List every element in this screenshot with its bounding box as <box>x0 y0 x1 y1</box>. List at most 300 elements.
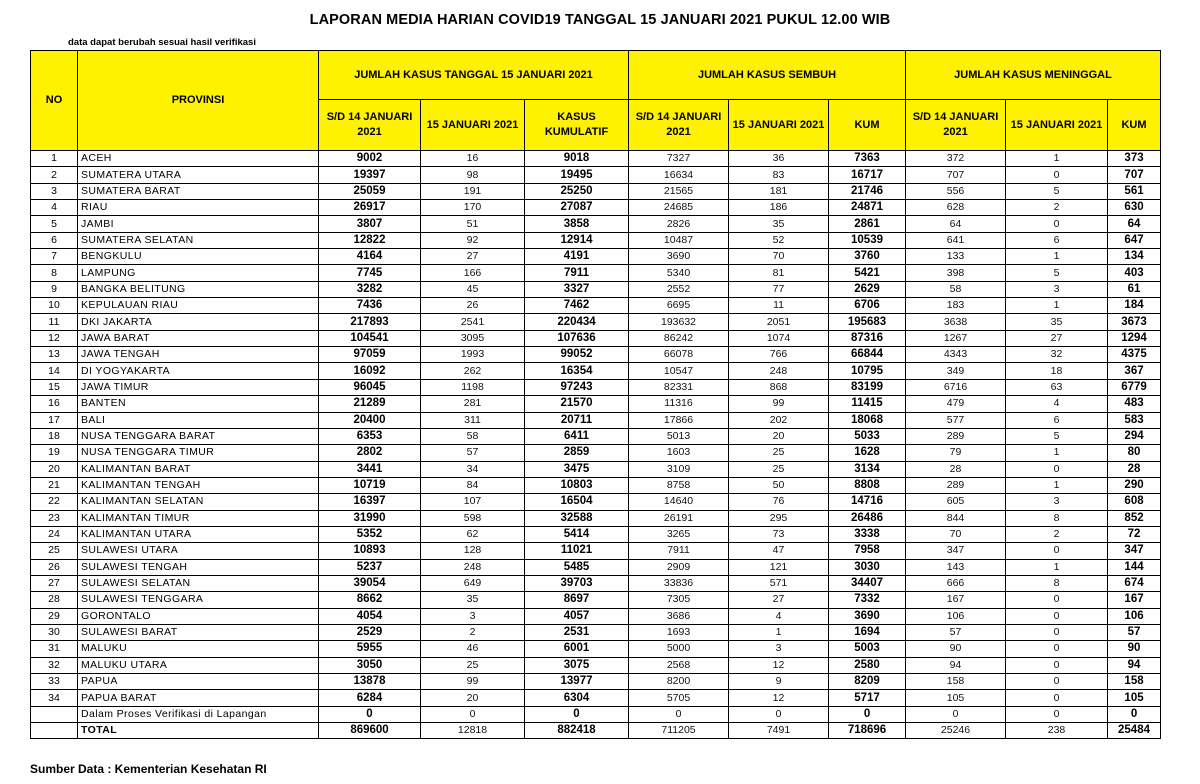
cell-provinsi: KALIMANTAN UTARA <box>78 526 319 542</box>
cell-meninggal-sd14: 641 <box>906 232 1006 248</box>
cell-sembuh-kum: 2861 <box>829 216 906 232</box>
total-sembuh-kum: 718696 <box>829 723 906 739</box>
cell-kasus-15jan: 166 <box>421 265 525 281</box>
cell-meninggal-sd14: 106 <box>906 608 1006 624</box>
cell-meninggal-15jan: 0 <box>1006 543 1108 559</box>
cell-sembuh-kum: 8209 <box>829 674 906 690</box>
cell-sembuh-sd14: 2909 <box>629 559 729 575</box>
cell-meninggal-15jan: 63 <box>1006 379 1108 395</box>
subheader-7: 15 JANUARI 2021 <box>1006 100 1108 151</box>
cell-meninggal-15jan: 2 <box>1006 200 1108 216</box>
cell-meninggal-kum: 105 <box>1108 690 1161 706</box>
cell-kasus-sd14: 3282 <box>319 281 421 297</box>
cell-kasus-kumulatif: 5414 <box>525 526 629 542</box>
cell-kasus-sd14: 6284 <box>319 690 421 706</box>
cell-kasus-kumulatif: 97243 <box>525 379 629 395</box>
cell-sembuh-kum: 7363 <box>829 151 906 167</box>
cell-kasus-kumulatif: 3475 <box>525 461 629 477</box>
cell-kasus-sd14: 10893 <box>319 543 421 559</box>
header-provinsi: PROVINSI <box>78 51 319 151</box>
cell-no: 26 <box>31 559 78 575</box>
cell-kasus-15jan: 35 <box>421 592 525 608</box>
table-row <box>31 428 1161 444</box>
cell-sembuh-sd14: 17866 <box>629 412 729 428</box>
cell-meninggal-kum: 608 <box>1108 494 1161 510</box>
cell-kasus-kumulatif: 6304 <box>525 690 629 706</box>
cell-meninggal-kum: 367 <box>1108 363 1161 379</box>
cell-sembuh-kum: 5421 <box>829 265 906 281</box>
total-sembuh-sd14: 711205 <box>629 723 729 739</box>
cell-kasus-sd14: 5955 <box>319 641 421 657</box>
cell-sembuh-15jan: 3 <box>729 641 829 657</box>
cell-kasus-15jan: 128 <box>421 543 525 559</box>
cell-meninggal-kum: 61 <box>1108 281 1161 297</box>
cell-sembuh-15jan: 77 <box>729 281 829 297</box>
cell-no: 23 <box>31 510 78 526</box>
table-row <box>31 674 1161 690</box>
cell-meninggal-sd14: 79 <box>906 445 1006 461</box>
cell-sembuh-15jan: 766 <box>729 347 829 363</box>
cell-provinsi: BANTEN <box>78 396 319 412</box>
subheader-1: 15 JANUARI 2021 <box>421 100 525 151</box>
cell-kasus-kumulatif: 107636 <box>525 330 629 346</box>
cell-kasus-kumulatif: 99052 <box>525 347 629 363</box>
cell-no: 28 <box>31 592 78 608</box>
cell-meninggal-kum: 707 <box>1108 167 1161 183</box>
cell-meninggal-kum: 106 <box>1108 608 1161 624</box>
cell-kasus-sd14: 2802 <box>319 445 421 461</box>
cell-no: 18 <box>31 428 78 444</box>
cell-meninggal-sd14: 556 <box>906 183 1006 199</box>
cell-sembuh-sd14: 33836 <box>629 575 729 591</box>
cell-kasus-sd14: 104541 <box>319 330 421 346</box>
cell-sembuh-15jan: 12 <box>729 657 829 673</box>
cell-kasus-kumulatif: 25250 <box>525 183 629 199</box>
cell-provinsi: SULAWESI SELATAN <box>78 575 319 591</box>
cell-meninggal-15jan: 35 <box>1006 314 1108 330</box>
cell-provinsi: Dalam Proses Verifikasi di Lapangan <box>78 706 319 722</box>
cell-sembuh-sd14: 82331 <box>629 379 729 395</box>
cell-no: 19 <box>31 445 78 461</box>
cell-kasus-kumulatif: 5485 <box>525 559 629 575</box>
cell-sembuh-sd14: 26191 <box>629 510 729 526</box>
cell-sembuh-15jan: 121 <box>729 559 829 575</box>
cell-no: 1 <box>31 151 78 167</box>
table-row <box>31 657 1161 673</box>
cell-sembuh-kum: 10539 <box>829 232 906 248</box>
table-row <box>31 265 1161 281</box>
cell-kasus-sd14: 13878 <box>319 674 421 690</box>
cell-sembuh-15jan: 47 <box>729 543 829 559</box>
cell-kasus-15jan: 62 <box>421 526 525 542</box>
cell-meninggal-15jan: 0 <box>1006 641 1108 657</box>
cell-sembuh-sd14: 86242 <box>629 330 729 346</box>
cell-sembuh-15jan: 2051 <box>729 314 829 330</box>
table-row <box>31 200 1161 216</box>
cell-kasus-15jan: 26 <box>421 298 525 314</box>
cell-meninggal-kum: 0 <box>1108 706 1161 722</box>
cell-provinsi: KALIMANTAN BARAT <box>78 461 319 477</box>
total-kasus-kumulatif: 882418 <box>525 723 629 739</box>
cell-kasus-15jan: 2541 <box>421 314 525 330</box>
cell-meninggal-sd14: 289 <box>906 477 1006 493</box>
cell-sembuh-15jan: 202 <box>729 412 829 428</box>
cell-meninggal-kum: 674 <box>1108 575 1161 591</box>
cell-kasus-sd14: 16397 <box>319 494 421 510</box>
cell-sembuh-sd14: 1603 <box>629 445 729 461</box>
cell-sembuh-15jan: 76 <box>729 494 829 510</box>
cell-provinsi: MALUKU <box>78 641 319 657</box>
cell-no: 14 <box>31 363 78 379</box>
cell-sembuh-sd14: 5705 <box>629 690 729 706</box>
cell-kasus-15jan: 92 <box>421 232 525 248</box>
cell-meninggal-15jan: 4 <box>1006 396 1108 412</box>
cell-meninggal-15jan: 32 <box>1006 347 1108 363</box>
cell-kasus-15jan: 27 <box>421 249 525 265</box>
cell-provinsi: GORONTALO <box>78 608 319 624</box>
cell-meninggal-kum: 852 <box>1108 510 1161 526</box>
cell-meninggal-kum: 28 <box>1108 461 1161 477</box>
cell-sembuh-kum: 14716 <box>829 494 906 510</box>
cell-sembuh-kum: 21746 <box>829 183 906 199</box>
cell-sembuh-kum: 5003 <box>829 641 906 657</box>
cell-sembuh-kum: 18068 <box>829 412 906 428</box>
total-meninggal-kum: 25484 <box>1108 723 1161 739</box>
cell-sembuh-sd14: 10487 <box>629 232 729 248</box>
cell-sembuh-kum: 1694 <box>829 624 906 640</box>
cell-sembuh-sd14: 16634 <box>629 167 729 183</box>
cell-sembuh-kum: 0 <box>829 706 906 722</box>
cell-kasus-sd14: 4054 <box>319 608 421 624</box>
cell-sembuh-sd14: 1693 <box>629 624 729 640</box>
table-row <box>31 412 1161 428</box>
table-row <box>31 232 1161 248</box>
cell-sembuh-15jan: 9 <box>729 674 829 690</box>
cell-meninggal-sd14: 289 <box>906 428 1006 444</box>
cell-meninggal-sd14: 167 <box>906 592 1006 608</box>
cell-sembuh-15jan: 35 <box>729 216 829 232</box>
cell-kasus-15jan: 1993 <box>421 347 525 363</box>
cell-meninggal-15jan: 6 <box>1006 232 1108 248</box>
cell-sembuh-15jan: 12 <box>729 690 829 706</box>
cell-sembuh-kum: 10795 <box>829 363 906 379</box>
cell-meninggal-kum: 290 <box>1108 477 1161 493</box>
cell-meninggal-kum: 1294 <box>1108 330 1161 346</box>
cell-meninggal-kum: 158 <box>1108 674 1161 690</box>
header-group-kasus: JUMLAH KASUS TANGGAL 15 JANUARI 2021 <box>319 51 629 100</box>
cell-sembuh-sd14: 8200 <box>629 674 729 690</box>
cell-kasus-sd14: 7745 <box>319 265 421 281</box>
cell-kasus-kumulatif: 6411 <box>525 428 629 444</box>
cell-sembuh-kum: 3338 <box>829 526 906 542</box>
cell-sembuh-kum: 11415 <box>829 396 906 412</box>
cell-sembuh-15jan: 0 <box>729 706 829 722</box>
cell-meninggal-kum: 64 <box>1108 216 1161 232</box>
cell-meninggal-kum: 184 <box>1108 298 1161 314</box>
header-group-meninggal: JUMLAH KASUS MENINGGAL <box>906 51 1161 100</box>
table-row <box>31 167 1161 183</box>
cell-meninggal-kum: 80 <box>1108 445 1161 461</box>
table-row <box>31 216 1161 232</box>
cell-kasus-15jan: 170 <box>421 200 525 216</box>
cell-provinsi: SULAWESI TENGGARA <box>78 592 319 608</box>
cell-sembuh-15jan: 73 <box>729 526 829 542</box>
cell-no: 5 <box>31 216 78 232</box>
cell-kasus-15jan: 262 <box>421 363 525 379</box>
cell-sembuh-sd14: 193632 <box>629 314 729 330</box>
subheader-3: S/D 14 JANUARI 2021 <box>629 100 729 151</box>
table-row <box>31 151 1161 167</box>
cell-kasus-sd14: 8662 <box>319 592 421 608</box>
cell-sembuh-sd14: 5000 <box>629 641 729 657</box>
cell-provinsi: SUMATERA BARAT <box>78 183 319 199</box>
cell-sembuh-15jan: 295 <box>729 510 829 526</box>
subheader-2: KASUS KUMULATIF <box>525 100 629 151</box>
cell-meninggal-kum: 6779 <box>1108 379 1161 395</box>
cell-meninggal-kum: 167 <box>1108 592 1161 608</box>
cell-no: 11 <box>31 314 78 330</box>
cell-meninggal-kum: 347 <box>1108 543 1161 559</box>
cell-no: 12 <box>31 330 78 346</box>
cell-meninggal-kum: 134 <box>1108 249 1161 265</box>
cell-meninggal-15jan: 3 <box>1006 281 1108 297</box>
cell-kasus-sd14: 39054 <box>319 575 421 591</box>
cell-meninggal-sd14: 57 <box>906 624 1006 640</box>
cell-no: 30 <box>31 624 78 640</box>
cell-meninggal-kum: 561 <box>1108 183 1161 199</box>
cell-meninggal-15jan: 0 <box>1006 592 1108 608</box>
cell-meninggal-15jan: 6 <box>1006 412 1108 428</box>
cell-provinsi: JAMBI <box>78 216 319 232</box>
cell-provinsi: SULAWESI BARAT <box>78 624 319 640</box>
cell-no: 24 <box>31 526 78 542</box>
header-group-sembuh: JUMLAH KASUS SEMBUH <box>629 51 906 100</box>
cell-sembuh-sd14: 7327 <box>629 151 729 167</box>
cell-meninggal-15jan: 0 <box>1006 624 1108 640</box>
table-row <box>31 330 1161 346</box>
cell-sembuh-kum: 83199 <box>829 379 906 395</box>
cell-meninggal-kum: 57 <box>1108 624 1161 640</box>
cell-sembuh-sd14: 24685 <box>629 200 729 216</box>
cell-meninggal-kum: 647 <box>1108 232 1161 248</box>
cell-meninggal-sd14: 28 <box>906 461 1006 477</box>
cell-meninggal-sd14: 158 <box>906 674 1006 690</box>
table-row <box>31 592 1161 608</box>
cell-sembuh-15jan: 81 <box>729 265 829 281</box>
cell-meninggal-15jan: 3 <box>1006 494 1108 510</box>
cell-kasus-kumulatif: 4191 <box>525 249 629 265</box>
cell-provinsi: LAMPUNG <box>78 265 319 281</box>
cell-sembuh-15jan: 248 <box>729 363 829 379</box>
cell-no: 21 <box>31 477 78 493</box>
cell-sembuh-15jan: 25 <box>729 445 829 461</box>
cell-no: 16 <box>31 396 78 412</box>
cell-provinsi: BANGKA BELITUNG <box>78 281 319 297</box>
table-row <box>31 575 1161 591</box>
cell-sembuh-15jan: 181 <box>729 183 829 199</box>
cell-kasus-kumulatif: 3327 <box>525 281 629 297</box>
cell-meninggal-sd14: 349 <box>906 363 1006 379</box>
cell-sembuh-15jan: 186 <box>729 200 829 216</box>
cell-kasus-sd14: 4164 <box>319 249 421 265</box>
cell-kasus-15jan: 25 <box>421 657 525 673</box>
cell-meninggal-kum: 94 <box>1108 657 1161 673</box>
cell-meninggal-15jan: 0 <box>1006 706 1108 722</box>
cell-sembuh-sd14: 8758 <box>629 477 729 493</box>
cell-meninggal-sd14: 94 <box>906 657 1006 673</box>
cell-provinsi: NUSA TENGGARA BARAT <box>78 428 319 444</box>
cell-sembuh-sd14: 6695 <box>629 298 729 314</box>
cell-provinsi: KEPULAUAN RIAU <box>78 298 319 314</box>
cell-no: 20 <box>31 461 78 477</box>
cell-sembuh-kum: 2629 <box>829 281 906 297</box>
cell-meninggal-sd14: 183 <box>906 298 1006 314</box>
total-meninggal-sd14: 25246 <box>906 723 1006 739</box>
cell-sembuh-kum: 2580 <box>829 657 906 673</box>
cell-meninggal-15jan: 5 <box>1006 265 1108 281</box>
cell-kasus-sd14: 16092 <box>319 363 421 379</box>
cell-meninggal-sd14: 707 <box>906 167 1006 183</box>
cell-kasus-sd14: 3441 <box>319 461 421 477</box>
cell-sembuh-kum: 7958 <box>829 543 906 559</box>
cell-no: 25 <box>31 543 78 559</box>
cell-meninggal-15jan: 8 <box>1006 575 1108 591</box>
cell-sembuh-sd14: 7911 <box>629 543 729 559</box>
cell-meninggal-15jan: 5 <box>1006 428 1108 444</box>
subheader-4: 15 JANUARI 2021 <box>729 100 829 151</box>
cell-kasus-15jan: 2 <box>421 624 525 640</box>
cell-kasus-15jan: 0 <box>421 706 525 722</box>
cell-sembuh-kum: 3134 <box>829 461 906 477</box>
report-title: LAPORAN MEDIA HARIAN COVID19 TANGGAL 15 JANUARI 2021 PUKUL 12.00 WIB <box>309 12 891 28</box>
table-row <box>31 526 1161 542</box>
cell-meninggal-sd14: 3638 <box>906 314 1006 330</box>
cell-kasus-kumulatif: 2859 <box>525 445 629 461</box>
table-row <box>31 706 1161 722</box>
cell-meninggal-sd14: 58 <box>906 281 1006 297</box>
cell-kasus-sd14: 12822 <box>319 232 421 248</box>
table-row <box>31 363 1161 379</box>
cell-sembuh-15jan: 868 <box>729 379 829 395</box>
cell-kasus-kumulatif: 6001 <box>525 641 629 657</box>
cell-meninggal-sd14: 347 <box>906 543 1006 559</box>
cell-sembuh-kum: 3690 <box>829 608 906 624</box>
cell-no: 29 <box>31 608 78 624</box>
cell-provinsi: KALIMANTAN TIMUR <box>78 510 319 526</box>
cell-sembuh-sd14: 14640 <box>629 494 729 510</box>
cell-no: 15 <box>31 379 78 395</box>
cell-sembuh-sd14: 66078 <box>629 347 729 363</box>
cell-sembuh-15jan: 4 <box>729 608 829 624</box>
cell-meninggal-15jan: 0 <box>1006 608 1108 624</box>
cell-kasus-15jan: 191 <box>421 183 525 199</box>
cell-meninggal-kum: 630 <box>1108 200 1161 216</box>
cell-kasus-15jan: 16 <box>421 151 525 167</box>
cell-meninggal-sd14: 70 <box>906 526 1006 542</box>
cell-meninggal-sd14: 6716 <box>906 379 1006 395</box>
cell-meninggal-sd14: 844 <box>906 510 1006 526</box>
cell-kasus-kumulatif: 8697 <box>525 592 629 608</box>
cell-kasus-sd14: 96045 <box>319 379 421 395</box>
cell-meninggal-sd14: 105 <box>906 690 1006 706</box>
verification-note: data dapat berubah sesuai hasil verifikasi <box>68 37 256 48</box>
cell-no: 7 <box>31 249 78 265</box>
table-row <box>31 461 1161 477</box>
cell-meninggal-15jan: 0 <box>1006 657 1108 673</box>
cell-kasus-sd14: 7436 <box>319 298 421 314</box>
cell-provinsi: JAWA BARAT <box>78 330 319 346</box>
total-label: TOTAL <box>78 723 319 739</box>
cell-kasus-kumulatif: 21570 <box>525 396 629 412</box>
cell-provinsi: KALIMANTAN TENGAH <box>78 477 319 493</box>
cell-sembuh-kum: 16717 <box>829 167 906 183</box>
cell-kasus-15jan: 3095 <box>421 330 525 346</box>
cell-kasus-sd14: 5237 <box>319 559 421 575</box>
cell-kasus-15jan: 1198 <box>421 379 525 395</box>
cell-meninggal-15jan: 1 <box>1006 559 1108 575</box>
cell-kasus-15jan: 598 <box>421 510 525 526</box>
cell-kasus-15jan: 57 <box>421 445 525 461</box>
cell-kasus-15jan: 99 <box>421 674 525 690</box>
cell-sembuh-sd14: 5013 <box>629 428 729 444</box>
cell-no: 9 <box>31 281 78 297</box>
cell-no: 34 <box>31 690 78 706</box>
table-row <box>31 510 1161 526</box>
cell-sembuh-kum: 34407 <box>829 575 906 591</box>
cell-kasus-kumulatif: 12914 <box>525 232 629 248</box>
cell-sembuh-15jan: 99 <box>729 396 829 412</box>
cell-kasus-15jan: 107 <box>421 494 525 510</box>
cell-sembuh-15jan: 50 <box>729 477 829 493</box>
cell-sembuh-sd14: 11316 <box>629 396 729 412</box>
cell-sembuh-kum: 1628 <box>829 445 906 461</box>
total-row <box>31 723 1161 739</box>
cell-kasus-kumulatif: 19495 <box>525 167 629 183</box>
cell-kasus-kumulatif: 7911 <box>525 265 629 281</box>
cell-no: 8 <box>31 265 78 281</box>
cell-no: 22 <box>31 494 78 510</box>
cell-no: 17 <box>31 412 78 428</box>
cell-provinsi: PAPUA <box>78 674 319 690</box>
cell-kasus-kumulatif: 4057 <box>525 608 629 624</box>
cell-meninggal-15jan: 1 <box>1006 298 1108 314</box>
cell-kasus-kumulatif: 20711 <box>525 412 629 428</box>
cell-provinsi: BENGKULU <box>78 249 319 265</box>
cell-kasus-sd14: 0 <box>319 706 421 722</box>
cell-meninggal-15jan: 2 <box>1006 526 1108 542</box>
table-row <box>31 543 1161 559</box>
subheader-6: S/D 14 JANUARI 2021 <box>906 100 1006 151</box>
cell-sembuh-sd14: 21565 <box>629 183 729 199</box>
table-row <box>31 624 1161 640</box>
table-row <box>31 183 1161 199</box>
table-row <box>31 396 1161 412</box>
cell-kasus-kumulatif: 220434 <box>525 314 629 330</box>
cell-kasus-sd14: 3050 <box>319 657 421 673</box>
cell-no: 31 <box>31 641 78 657</box>
cell-kasus-sd14: 21289 <box>319 396 421 412</box>
cell-sembuh-sd14: 3690 <box>629 249 729 265</box>
cell-sembuh-15jan: 25 <box>729 461 829 477</box>
table-row <box>31 379 1161 395</box>
cell-meninggal-sd14: 4343 <box>906 347 1006 363</box>
cell-meninggal-sd14: 628 <box>906 200 1006 216</box>
cell-kasus-15jan: 281 <box>421 396 525 412</box>
cell-kasus-15jan: 98 <box>421 167 525 183</box>
cell-meninggal-sd14: 133 <box>906 249 1006 265</box>
cell-kasus-sd14: 20400 <box>319 412 421 428</box>
cell-meninggal-sd14: 1267 <box>906 330 1006 346</box>
